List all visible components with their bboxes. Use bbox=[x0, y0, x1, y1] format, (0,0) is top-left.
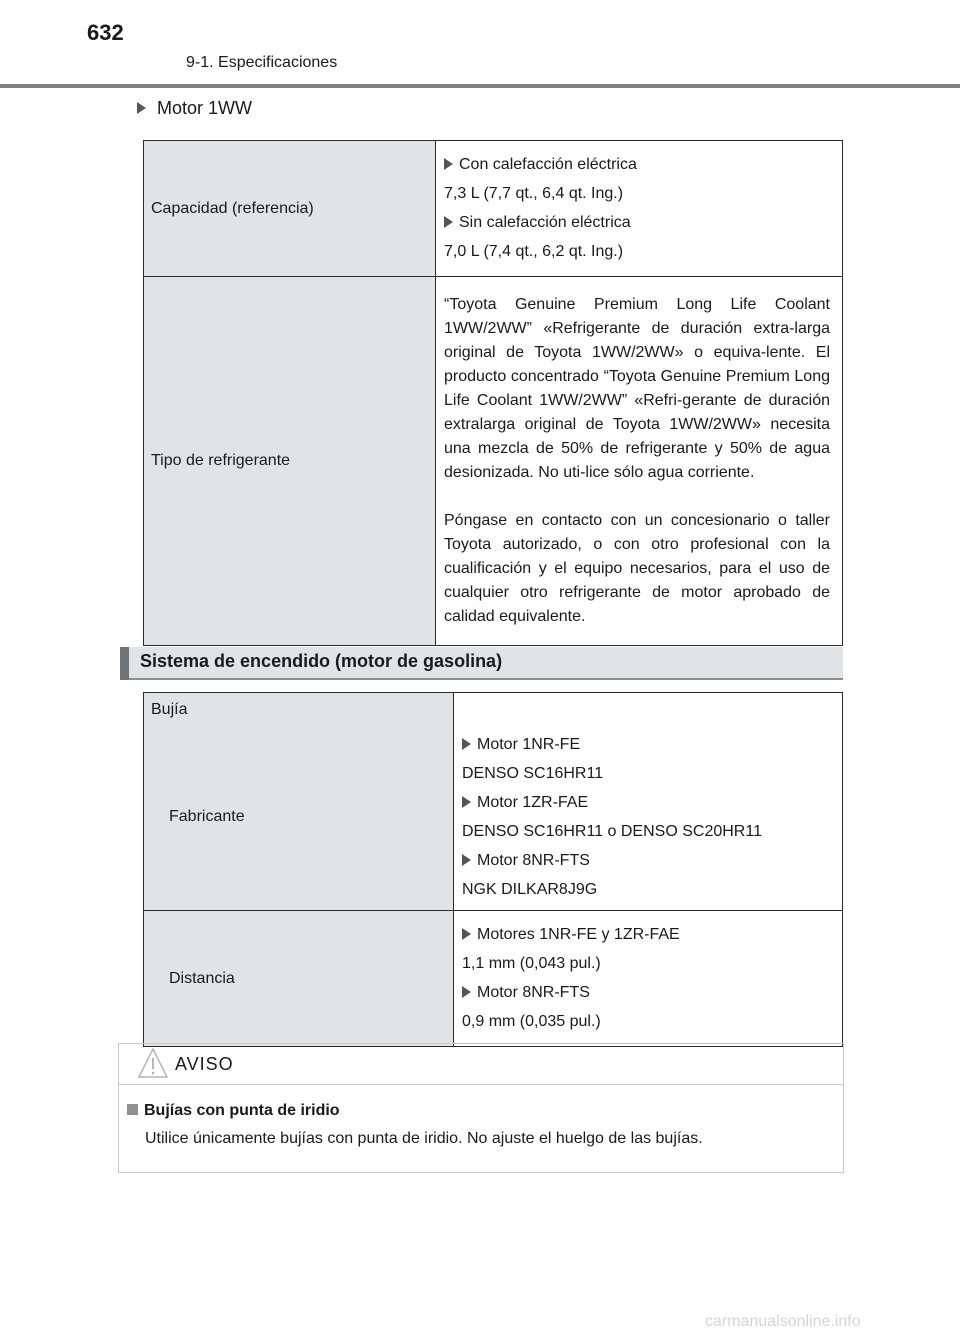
table-row bbox=[144, 141, 843, 277]
notice-item-body: Utilice únicamente bujías con punta de iridio. No ajuste el huelgo de las bujías. bbox=[145, 1130, 703, 1147]
capacity-val2: 7,0 L (7,4 qt., 6,2 qt. Ing.) bbox=[444, 243, 624, 260]
capacity-opt2: Sin calefacción eléctrica bbox=[459, 214, 631, 231]
gap-label: Distancia bbox=[144, 911, 454, 1047]
maker-val3: NGK DILKAR8J9G bbox=[462, 881, 598, 898]
table-row bbox=[144, 693, 843, 911]
page-number: 632 bbox=[87, 20, 124, 45]
notice-box bbox=[118, 1043, 844, 1173]
section-bar bbox=[120, 647, 129, 680]
triangle-bullet-icon bbox=[462, 796, 471, 808]
maker-opt3: Motor 8NR-FTS bbox=[477, 852, 590, 869]
spark-plug-label: Bujía bbox=[151, 701, 188, 718]
triangle-bullet-icon bbox=[137, 102, 146, 114]
capacity-value bbox=[436, 141, 843, 277]
gap-value bbox=[454, 911, 843, 1047]
maker-value bbox=[454, 693, 843, 911]
subheading-text: Motor 1WW bbox=[157, 98, 253, 118]
gap-opt1: Motores 1NR-FE y 1ZR-FAE bbox=[477, 926, 680, 943]
coolant-type-para1: “Toyota Genuine Premium Long Life Coolant 1WW/2WW” «Refrigerante de duración extra-larga original de Toyota 1WW/2WW» o equiva-lente. El producto concentrado “Toyota Genuine Premium Long Life Coolant 1WW/2WW” «Refri-gerante de duración extralarga original de Toyota 1WW/2WW» necesita una mezcla de 50% de refrigerante y 50% de agua desionizada. No uti-lice sólo agua corriente. bbox=[444, 296, 830, 481]
triangle-bullet-icon bbox=[462, 738, 471, 750]
triangle-bullet-icon bbox=[444, 158, 453, 170]
square-bullet-icon bbox=[127, 1104, 138, 1115]
ignition-section-title: Sistema de encendido (motor de gasolina) bbox=[140, 651, 503, 671]
table-row bbox=[144, 277, 843, 646]
maker-opt1: Motor 1NR-FE bbox=[477, 736, 581, 753]
capacity-val1: 7,3 L (7,7 qt., 6,4 qt. Ing.) bbox=[444, 185, 624, 202]
gap-val2: 0,9 mm (0,035 pul.) bbox=[462, 1013, 601, 1030]
gap-val1: 1,1 mm (0,043 pul.) bbox=[462, 955, 601, 972]
triangle-bullet-icon bbox=[462, 854, 471, 866]
section-title: 9-1. Especificaciones bbox=[186, 54, 338, 71]
capacity-label: Capacidad (referencia) bbox=[144, 141, 436, 277]
warning-triangle-icon bbox=[137, 1046, 169, 1080]
maker-val2: DENSO SC16HR11 o DENSO SC20HR11 bbox=[462, 823, 762, 840]
header-rule bbox=[0, 84, 960, 88]
notice-header bbox=[119, 1044, 843, 1085]
coolant-type-para2: Póngase en contacto con un concesionario o taller Toyota autorizado, o con otro profesional con la cualificación y el equipo necesarios, para el uso de cualquier otro refrigerante de motor aprobado de calidad equivalente. bbox=[444, 512, 830, 625]
notice-item-title-text: Bujías con punta de iridio bbox=[144, 1102, 340, 1119]
maker-val1: DENSO SC16HR11 bbox=[462, 765, 604, 782]
capacity-opt1: Con calefacción eléctrica bbox=[459, 156, 637, 173]
coolant-type-label: Tipo de refrigerante bbox=[144, 277, 436, 646]
coolant-type-value bbox=[436, 277, 843, 646]
table-row bbox=[144, 911, 843, 1047]
ignition-section-header bbox=[120, 647, 843, 680]
watermark: carmanualsonline.info bbox=[705, 1313, 861, 1330]
subheading bbox=[137, 98, 252, 119]
coolant-table bbox=[143, 140, 843, 646]
ignition-table bbox=[143, 692, 843, 1047]
gap-opt2: Motor 8NR-FTS bbox=[477, 984, 590, 1001]
triangle-bullet-icon bbox=[462, 928, 471, 940]
maker-label: Fabricante bbox=[169, 808, 245, 825]
triangle-bullet-icon bbox=[462, 986, 471, 998]
triangle-bullet-icon bbox=[444, 216, 453, 228]
spark-plug-label-cell bbox=[144, 693, 454, 911]
maker-opt2: Motor 1ZR-FAE bbox=[477, 794, 589, 811]
notice-heading: AVISO bbox=[175, 1054, 234, 1074]
notice-item-title bbox=[127, 1102, 340, 1120]
